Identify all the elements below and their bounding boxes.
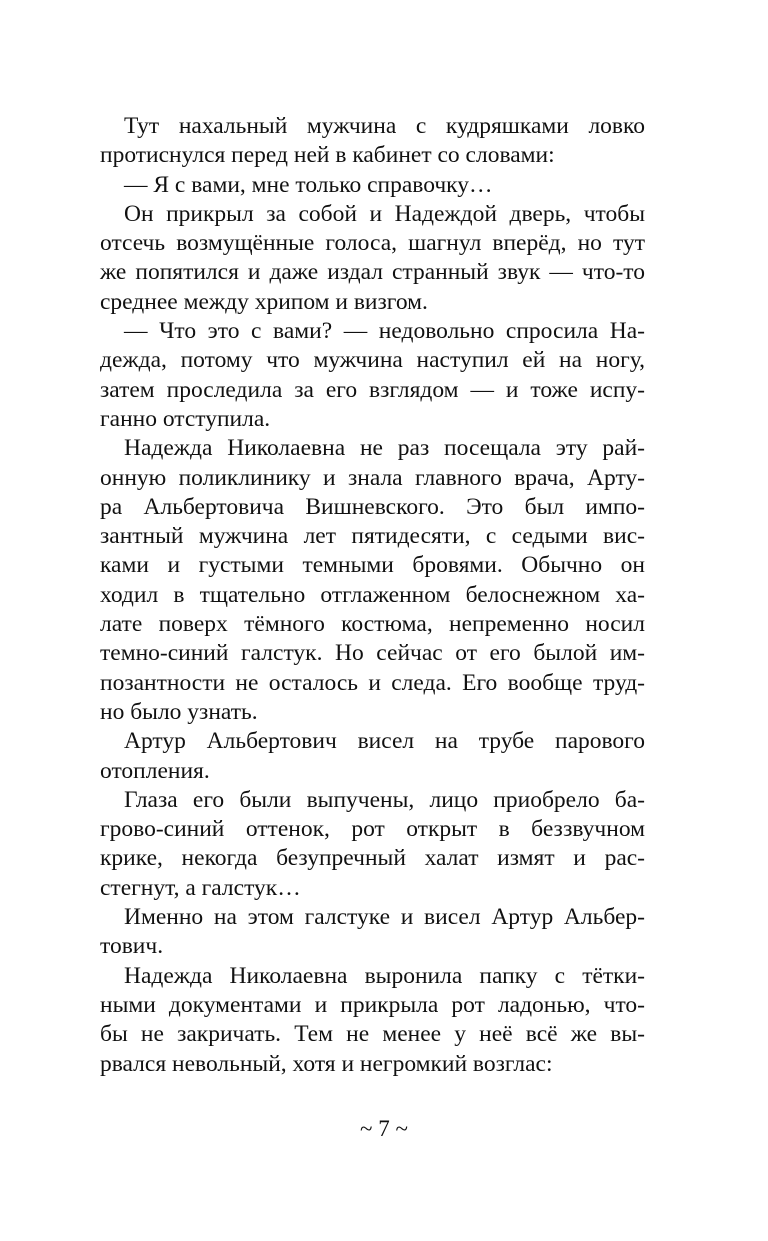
- paragraph: [100, 317, 645, 434]
- text-line: стегнут, а галстук…: [100, 874, 301, 901]
- text-line: темно-синий галстук. Но сейчас от его былой им-: [100, 640, 645, 667]
- paragraph: [100, 962, 645, 1079]
- text-line: онную поликлинику и знала главного врача, Арту-: [100, 464, 645, 491]
- text-line: крике, некогда безупречный халат измят и рас-: [100, 845, 645, 872]
- text-line: же попятился и даже издал странный звук — что-то: [100, 259, 645, 286]
- text-line: Артур Альбертович висел на трубе парового: [124, 728, 645, 755]
- text-line: лате поверх тёмного костюма, непременно носил: [100, 611, 645, 638]
- text-line: ками и густыми темными бровями. Обычно он: [100, 552, 645, 579]
- body-text: [100, 112, 645, 1079]
- text-line: — Что это с вами? — недовольно спросила На-: [124, 318, 645, 345]
- text-line: Глаза его были выпучены, лицо приобрело ба-: [124, 786, 645, 813]
- paragraph: [100, 903, 645, 962]
- text-line: — Я с вами, мне только справочку…: [124, 171, 493, 198]
- text-line: отопления.: [100, 757, 210, 784]
- paragraph: [100, 727, 645, 786]
- paragraph: [100, 171, 645, 200]
- text-line: протиснулся перед ней в кабинет со словами:: [100, 142, 555, 169]
- text-line: ными документами и прикрыла рот ладонью, что-: [100, 991, 645, 1018]
- page-number: ~ 7 ~: [360, 1116, 408, 1141]
- text-line: Он прикрыл за собой и Надеждой дверь, чтобы: [124, 200, 645, 227]
- text-line: тович.: [100, 933, 164, 960]
- paragraph: [100, 786, 645, 903]
- text-line: ходил в тщательно отглаженном белоснежном ха-: [100, 581, 645, 608]
- text-line: ра Альбертовича Вишневского. Это был импо-: [100, 493, 645, 520]
- text-line: рвался невольный, хотя и негромкий возглас:: [100, 1050, 553, 1077]
- text-line: Надежда Николаевна не раз посещала эту рай-: [124, 435, 645, 462]
- text-line: Тут нахальный мужчина с кудряшками ловко: [124, 113, 645, 139]
- text-line: Надежда Николаевна выронила папку с тётки-: [124, 962, 645, 989]
- text-line: среднее между хрипом и визгом.: [100, 288, 428, 315]
- text-line: затем проследила за его взглядом — и тоже испу-: [100, 376, 645, 403]
- text-line: но было узнать.: [100, 698, 258, 725]
- text-line: грово-синий оттенок, рот открыт в беззвучном: [100, 816, 645, 843]
- paragraph: [100, 434, 645, 727]
- text-line: бы не закричать. Тем не менее у неё всё же вы-: [100, 1021, 645, 1048]
- text-line: позантности не осталось и следа. Его вообще труд-: [100, 669, 645, 696]
- paragraph: [100, 112, 645, 171]
- text-line: ганно отступила.: [100, 405, 271, 432]
- text-line: Именно на этом галстуке и висел Артур Альбер-: [124, 904, 645, 931]
- paragraph: [100, 200, 645, 317]
- text-line: отсечь возмущённые голоса, шагнул вперёд, но тут: [100, 230, 645, 257]
- text-line: дежда, потому что мужчина наступил ей на ногу,: [100, 347, 645, 374]
- text-line: зантный мужчина лет пятидесяти, с седыми вис-: [100, 523, 645, 550]
